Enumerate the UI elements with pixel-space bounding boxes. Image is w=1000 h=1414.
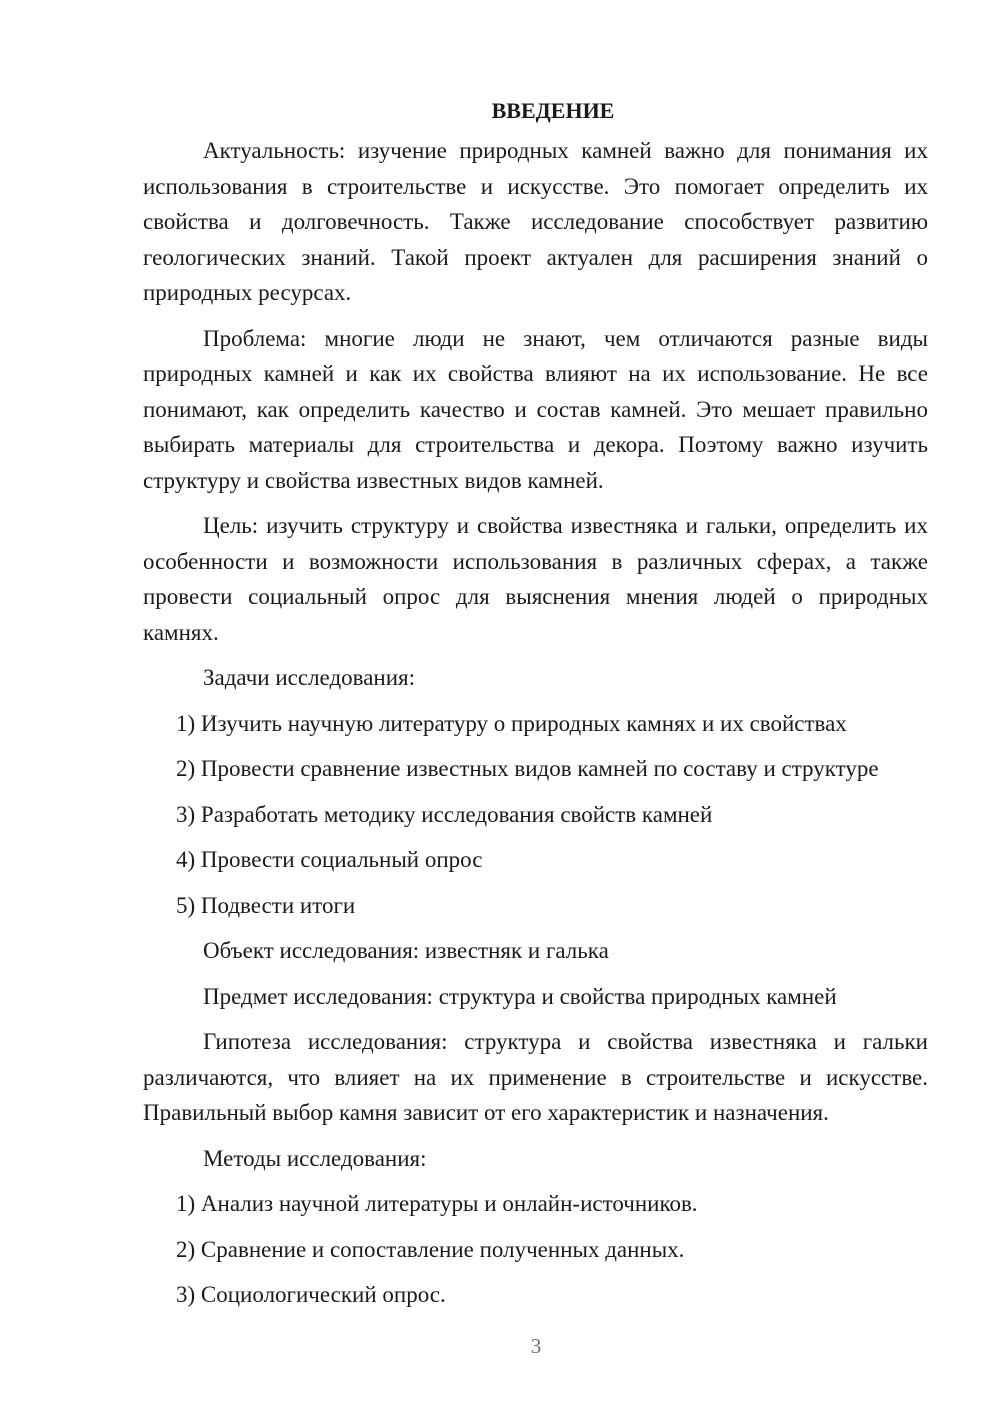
task-item: 4) Провести социальный опрос	[176, 847, 483, 872]
method-item: 3) Социологический опрос.	[176, 1282, 446, 1307]
relevance-paragraph: Актуальность: изучение природных камней важно для понимания их использования в строительстве и искусстве. Это помогает определить их свойства и долговечность. Также исследование способствует развитию геологических знаний. Такой проект актуален для расширения знаний о природных ресурсах.	[143, 138, 928, 305]
methods-list	[143, 1186, 928, 1313]
task-item: 2) Провести сравнение известных видов камней по составу и структуре	[176, 756, 879, 781]
section-title: ВВЕДЕНИЕ	[491, 98, 615, 123]
method-item: 1) Анализ научной литературы и онлайн-источников.	[176, 1191, 698, 1216]
object-line: Объект исследования: известняк и галька	[203, 938, 609, 963]
methods-heading: Методы исследования:	[203, 1145, 427, 1171]
document-page	[143, 96, 928, 1323]
page-number: 3	[530, 1334, 542, 1358]
task-item: 1) Изучить научную литературу о природных камнях и их свойствах	[176, 710, 847, 736]
method-item: 2) Сравнение и сопоставление полученных данных.	[176, 1236, 685, 1262]
subject-line: Предмет исследования: структура и свойства природных камней	[203, 983, 837, 1009]
tasks-list	[143, 706, 928, 924]
tasks-heading: Задачи исследования:	[203, 665, 416, 690]
task-item: 5) Подвести итоги	[176, 892, 356, 918]
goal-paragraph: Цель: изучить структуру и свойства известняка и гальки, определить их особенности и возможности использования в различных сферах, а также провести социальный опрос для выяснения мнения людей о природных камнях.	[143, 513, 928, 645]
task-item: 3) Разработать методику исследования свойств камней	[176, 801, 713, 827]
hypothesis-paragraph: Гипотеза исследования: структура и свойства известняка и гальки различаются, что влияет на их применение в строительстве и искусстве. Правильный выбор камня зависит от его характеристик и назначения.	[143, 1029, 928, 1125]
problem-paragraph: Проблема: многие люди не знают, чем отличаются разные виды природных камней и как их свойства влияют на их использование. Не все понимают, как определить качество и состав камней. Это мешает правильно выбирать материалы для строительства и декора. Поэтому важно изучить структуру и свойства известных видов камней.	[143, 325, 928, 493]
